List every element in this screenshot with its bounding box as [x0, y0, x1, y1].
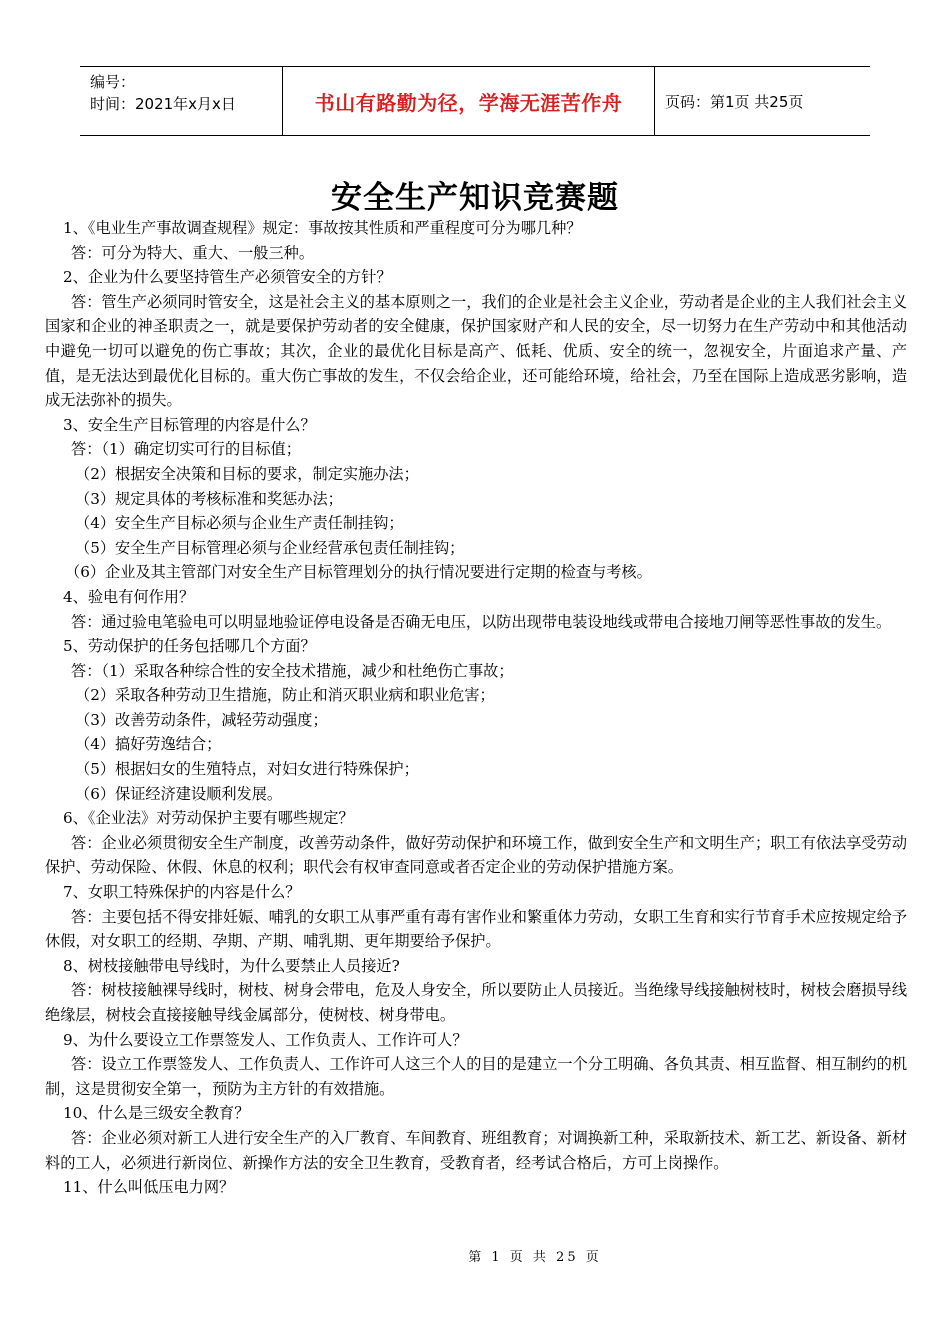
answer-paragraph: 答：企业必须对新工人进行安全生产的入厂教育、车间教育、班组教育；对调换新工种，采取新技术、新工艺、新设备、新材料的工人，必须进行新岗位、新操作方法的安全卫生教育，受教育者，经考试合格后，方可上岗操作。: [45, 1128, 907, 1172]
answer-paragraph: （4）安全生产目标必须与企业生产责任制挂钩；: [75, 514, 404, 533]
question-paragraph: 11、什么叫低压电力网？: [63, 1178, 235, 1197]
header-motto: 书山有路勤为径，学海无涯苦作舟: [282, 67, 655, 135]
answer-paragraph: 答：树枝接触裸导线时，树枝、树身会带电，危及人身安全，所以要防止人员接近。当绝缘导线接触树枝时，树枝会磨损导线绝缘层，树枝会直接接触导线金属部分，使树枝、树身带电。: [45, 981, 907, 1024]
question-paragraph: 1、《电业生产事故调查规程》规定：事故按其性质和严重程度可分为哪几种？: [63, 219, 582, 237]
answer-paragraph: （2）采取各种劳动卫生措施，防止和消灭职业病和职业危害；: [75, 686, 495, 705]
question-paragraph: 5、劳动保护的任务包括哪几个方面？: [63, 637, 316, 656]
question-paragraph: 2、企业为什么要坚持管生产必须管安全的方针？: [63, 268, 392, 287]
answer-paragraph: （5）根据妇女的生殖特点，对妇女进行特殊保护；: [75, 760, 419, 779]
question-paragraph: 9、为什么要设立工作票签发人、工作负责人、工作许可人？: [63, 1030, 468, 1049]
page-footer: 第 1 页 共 25 页: [468, 1250, 602, 1265]
document-number-label: 编号：: [90, 73, 136, 91]
page-header: [80, 66, 870, 136]
header-page-info: 页码：第1页 共25页: [665, 92, 804, 111]
question-paragraph: 3、安全生产目标管理的内容是什么？: [63, 415, 316, 434]
answer-paragraph: （6）保证经济建设顺利发展。: [75, 784, 283, 803]
answer-paragraph: （6）企业及其主管部门对安全生产目标管理划分的执行情况要进行定期的检查与考核。: [65, 563, 652, 582]
question-paragraph: 7、女职工特殊保护的内容是什么？: [63, 883, 301, 902]
header-meta: [80, 67, 282, 135]
answer-paragraph: 答：可分为特大、重大、一般三种。: [71, 243, 314, 262]
answer-paragraph: （3）改善劳动条件，减轻劳动强度；: [75, 710, 328, 729]
question-paragraph: 4、验电有何作用？: [63, 587, 195, 606]
answer-paragraph: 答：（1）采取各种综合性的安全技术措施，减少和杜绝伤亡事故；: [71, 661, 514, 680]
answer-paragraph: （2）根据安全决策和目标的要求，制定实施办法；: [75, 464, 419, 483]
answer-paragraph: 答：（1）确定切实可行的目标值；: [71, 440, 301, 459]
question-paragraph: 6、《企业法》对劳动保护主要有哪些规定？: [63, 809, 354, 828]
answer-paragraph: （3）规定具体的考核标准和奖惩办法；: [75, 489, 343, 508]
answer-paragraph: （5）安全生产目标管理必须与企业经营承包责任制挂钩；: [75, 538, 465, 557]
document-title: 安全生产知识竞赛题: [331, 180, 619, 216]
answer-paragraph: 答：企业必须贯彻安全生产制度，改善劳动条件，做好劳动保护和环境工作，做到安全生产和文明生产；职工有依法享受劳动保护、劳动保险、休假、休息的权利；职代会有权审查同意或者否定企业的劳动保护措施方案。: [45, 833, 907, 877]
document-body: [45, 216, 907, 1200]
answer-paragraph: 答：设立工作票签发人、工作负责人、工作许可人这三个人的目的是建立一个分工明确、各负其责、相互监督、相互制约的机制，这是贯彻安全第一，预防为主方针的有效措施。: [45, 1055, 907, 1098]
answer-paragraph: 答：管生产必须同时管安全，这是社会主义的基本原则之一，我们的企业是社会主义企业，劳动者是企业的主人我们社会主义国家和企业的神圣职责之一，就是要保护劳动者的安全健康，保护国家财产和人民的安全，尽一切努力在生产劳动中和其他活动中避免一切可以避免的伤亡事故；其次，企业的最优化目标是高产、低耗、优质、安全的统一，忽视安全，片面追求产量、产值，是无法达到最优化目标的。重大伤亡事故的发生，不仅会给企业，还可能给环境，给社会，乃至在国际上造成恶劣影响，造成无法弥补的损失。: [45, 292, 907, 410]
answer-paragraph: （4）搞好劳逸结合；: [75, 735, 222, 754]
question-paragraph: 10、什么是三级安全教育？: [63, 1104, 250, 1123]
question-paragraph: 8、树枝接触带电导线时，为什么要禁止人员接近?: [63, 956, 400, 975]
document-time-label: 时间：2021年x月x日: [90, 95, 236, 113]
answer-paragraph: 答：通过验电笔验电可以明显地验证停电设备是否确无电压，以防出现带电装设地线或带电合接地刀闸等恶性事故的发生。: [71, 612, 892, 631]
answer-paragraph: 答：主要包括不得安排妊娠、哺乳的女职工从事严重有毒有害作业和繁重体力劳动，女职工生育和实行节育手术应按规定给予休假，对女职工的经期、孕期、产期、哺乳期、更年期要给予保护。: [45, 907, 907, 951]
